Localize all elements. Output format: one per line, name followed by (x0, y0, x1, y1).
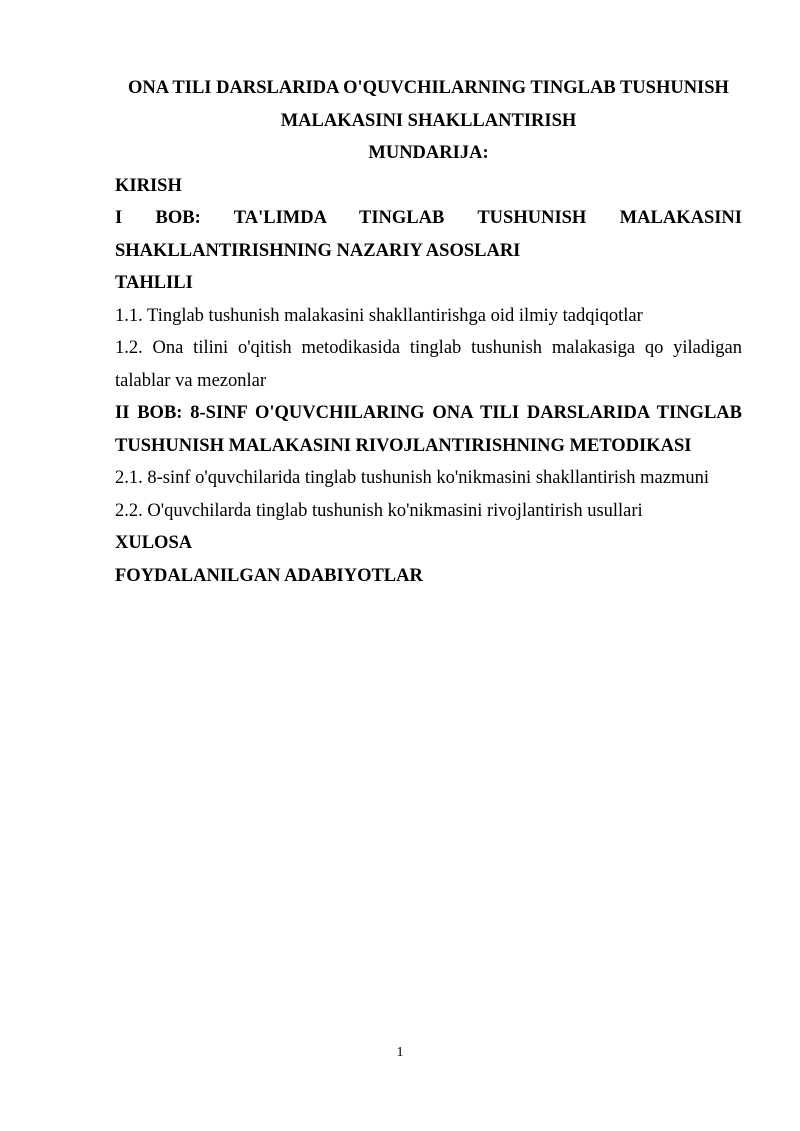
toc-entry-section-2-1: 2.1. 8-sinf o'quvchilarida tinglab tushunish ko'nikmasini shakllantirish mazmuni (115, 468, 709, 488)
document-title-line-2: MALAKASINI SHAKLLANTIRISH (280, 110, 577, 131)
document-title-line-1: ONA TILI DARSLARIDA O'QUVCHILARNING TINGLAB TUSHUNISH (128, 78, 729, 98)
document-page (115, 72, 742, 592)
toc-entry-references: FOYDALANILGAN ADABIYOTLAR (115, 565, 423, 586)
toc-heading: MUNDARIJA: (368, 143, 489, 163)
toc-entry-kirish: KIRISH (115, 175, 182, 196)
toc-entry-chapter-1-line-1: I BOB: TA'LIMDA TINGLAB TUSHUNISH MALAKASINI (115, 208, 742, 228)
toc-entry-section-2-2: 2.2. O'quvchilarda tinglab tushunish ko'nikmasini rivojlantirish usullari (115, 500, 643, 521)
toc-entry-chapter-1-line-2: SHAKLLANTIRISHNING NAZARIY ASOSLARI (115, 240, 521, 261)
toc-entry-chapter-2-line-1: II BOB: 8-SINF O'QUVCHILARING ONA TILI DARSLARIDA TINGLAB (115, 403, 742, 423)
page-number: 1 (396, 1045, 404, 1060)
toc-entry-section-1-2-line-1: 1.2. Ona tilini o'qitish metodikasida tinglab tushunish malakasiga qo yiladigan (115, 338, 742, 358)
toc-entry-section-1-2-line-2: talablar va mezonlar (115, 370, 266, 391)
toc-entry-section-1-1: 1.1. Tinglab tushunish malakasini shakllantirishga oid ilmiy tadqiqotlar (115, 305, 643, 326)
toc-entry-chapter-2-line-2: TUSHUNISH MALAKASINI RIVOJLANTIRISHNING METODIKASI (115, 435, 692, 456)
toc-entry-xulosa: XULOSA (115, 533, 193, 553)
toc-entry-chapter-1-line-3: TAHLILI (115, 273, 193, 293)
